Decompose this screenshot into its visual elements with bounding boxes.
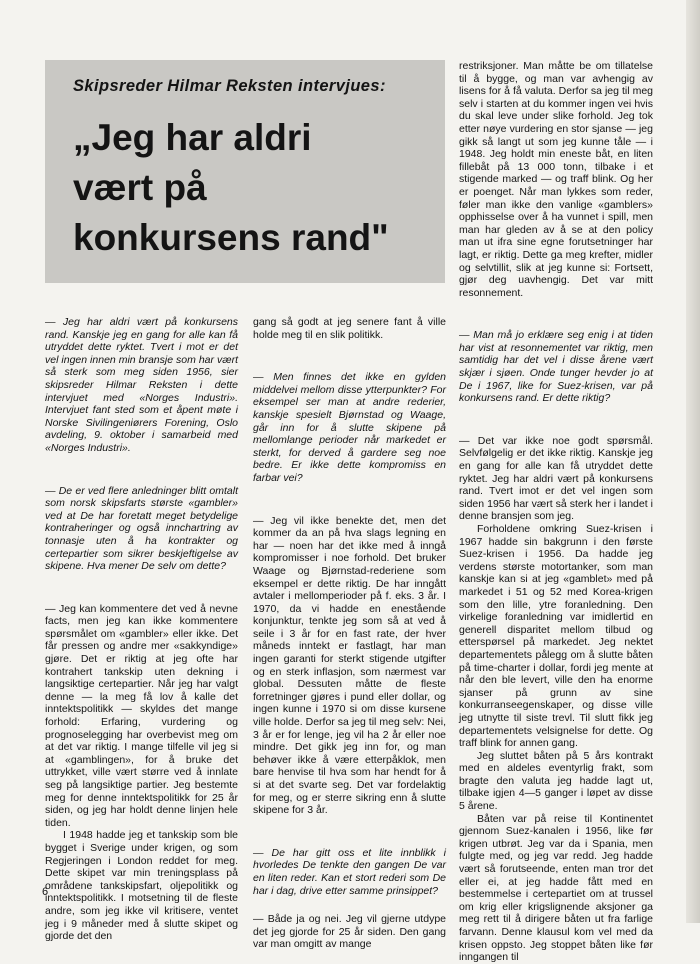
page-number: 6 [42,886,49,898]
body-paragraph: Forholdene omkring Suez-krisen i 1967 hadde sin bakgrunn i den første Suez-krisen i 1956. Da hadde jeg verdens største motortanker, som man kanskje kan si at jeg «gamblet» med på markedet i 51 og 52 med Korea-krigen som den lille, ytre foranledning. Den virkelige foranledning var imidlertid en generell disparitet mellom tilbud og etterspørsel på markedet. Jeg nektet departementets pålegg om å slutte båten på time-charter i dollar, fordi jeg mente at når den ble levert, ville den ha enorme sjanser på grunn av sine konkurranseegenskaper, og disse ville jeg utnytte til siste trevl. Til slutt fikk jeg departementets velsignelse for dette. Og traff blink for annen gang. [459,523,653,750]
body-paragraph: I 1948 hadde jeg et tankskip som ble bygget i Sverige under krigen, og som Regjeringen i London reddet for meg. Dette skipet var min treningsplass på områdene tankskipsfart, oljepolitikk og inntektspolitikk. I motsetning til de fleste andre, som jeg ikke vil kritisere, ventet jeg i 9 måneder med å slutte skipet og gjorde det den [45,829,238,943]
question-2: — Men finnes det ikke en gylden middelvei mellom disse ytterpunkter? For eksempel ser man at andre rederier, kanskje spesielt Bjørnstad og Waage, går inn for å slutte skipene på mellomlange perioder når markedet er sterkt, for derved å gardere seg noe bedre. Er ikke dette kompromiss en farbar vei? [253,371,446,484]
body-paragraph: gang så godt at jeg senere fant å ville holde meg til en slik politikk. [253,316,446,341]
kicker: Skipsreder Hilmar Reksten intervjues: [73,77,386,95]
column-2 [253,316,446,951]
question-4: — Man må jo erklære seg enig i at tiden har vist at resonnementet var riktig, men samtidig har det vel i disse årene vært skjær i sjøen. Onde tunger hevder jo at De i 1967, like for Suez-krisen, var på konkursens rand. Er dette riktig? [459,329,653,405]
answer-4: — Det var ikke noe godt spørsmål. Selvfølgelig er det ikke riktig. Kanskje jeg en gang for alle kan få utryddet dette ryktet. Jeg har aldri vært på konkursens rand. Tvert imot er det vel ingen som siden 1956 har vært så sterk her i landet i denne bransjen som jeg. [459,434,653,523]
question-3: — De har gitt oss et lite innblikk i hvorledes De tenkte den gangen De var en liten reder. Kan et stort rederi som De har i dag, drive etter samme prinsippet? [253,846,446,897]
body-paragraph: Jeg sluttet båten på 5 års kontrakt med en aldeles eventyrlig frakt, som bragte den valuta jeg hadde lagt ut, tilbake igjen 4—5 ganger i løpet av disse 5 årene. [459,749,653,813]
answer-1: — Jeg kan kommentere det ved å nevne facts, men jeg kan ikke kommentere spørsmålet om «gambler» eller ikke. Det får pressen og andre mer «sakkyndige» gjøre. Det er riktig at jeg ofte har kontrahert tankskip uten dekning i langsiktige certepartier. Når jeg har valgt denne — la meg få lov å kalle det inntektspolitikk — skyldes det mange forhold: Erfaring, vurdering og prognoselegging har overbevist meg om at det var riktig. I mange tilfelle vil jeg si at «gamblingen», for å bruke det uttrykket, ville vært større ved å innlate seg på langsiktige partier. Jeg bestemte meg for denne inntektspolitikk for 25 år siden, og jeg har holdt denne linjen hele tiden. [45,602,238,829]
body-paragraph: restriksjoner. Man måtte be om tillatelse til å bygge, og man var avhengig av lisens for å få valuta. Derfor sa jeg til meg selv i starten at du kommer ingen vei hvis du skal leve under slike forhold. Jeg tok etter nøye vurdering en stor sjanse — jeg gikk så langt ut som jeg kunne tåle — i 1948. Jeg holdt min eneste båt, en liten fillebåt på 13 000 tonn, tilbake i et stigende marked — og traff blink. Og her er poenget. Når man lykkes som reder, føler man ikke den vanlige «gamblers» opphisselse over å ha vunnet i spill, men man har gleden av å se at den policy man ut ifra sine egne forutsetninger har lagt, er riktig. Dette ga meg krefter, midler og selvtillit, slik at jeg kunne si: Fortsett, gjør deg uavhengig. Det var mitt resonnement. [459,60,653,299]
headline-box [45,60,445,283]
column-1 [45,316,238,943]
answer-3: — Både ja og nei. Jeg vil gjerne utdype det jeg gjorde for 25 år siden. Den gang var man omgitt av mange [253,913,446,951]
column-3 [459,60,653,964]
body-paragraph: Båten var på reise til Kontinentet gjennom Suez-kanalen i 1956, like før krigen utbrøt. Jeg var da i Spania, men fulgte med, og jeg var redd. Jeg hadde vært så forutseende, enten man tror det eller ei, at jeg hadde fått med en bestemmelse i certepartiet om at trussel om krig eller krigslignende aksjoner ga meg rett til å dirigere båten ut fra farlige farvann. Denne klausul kom vel med da krisen oppsto. Jeg stoppet båten like før inngangen til [459,812,653,964]
page-edge [686,0,700,923]
question-1: — De er ved flere anledninger blitt omtalt som norsk skipsfarts største «gambler» ved at De har foretatt meget betydelige kontraheringer og også innchartring av tonnasje uten å ha kontrakter og certepartier som sikrer beskjeftigelse av skipene. Hva mener De selv om dette? [45,484,238,573]
headline: „Jeg har aldri vært på konkursens rand" [73,117,389,258]
intro-paragraph: — Jeg har aldri vært på konkursens rand. Kanskje jeg en gang for alle kan få utryddet dette ryktet. Tvert i mot er det vel ingen innen min bransje som har vært så sterk som meg siden 1956, sier skipsreder Hilmar Reksten i dette intervjuet med «Norges Industri». Intervjuet fant sted som et åpent møte i Norske Sivilingeniørers Forening, Oslo avdeling, 9. oktober i samarbeid med «Norges Industri». [45,316,238,454]
answer-2: — Jeg vil ikke benekte det, men det kommer da an på hva slags legning en har — noen har det ikke med å inngå kompromisser i noe forhold. Det bruker Waage og Bjørnstad-rederiene som eksempel er dette riktig. De har inngått avtaler i mellomperioder på f. eks. 3 år. I 1970, da vi hadde en enestående konjunktur, tenkte jeg som så at ved å seile i 3 år for en fast rate, der hver måneds inntekt er fastlagt, har man ingen garanti for sterkt stigende utgifter og en sterk inflasjon, som nærmest var global. Dessuten måtte de fleste forretninger gjøres i pund eller dollar, og ingen kunne i 1970 si om disse kursene ville holde. Derfor sa jeg til meg selv: Nei, 3 år er for lenge, jeg vil ha 2 år eller noe mindre. Det gikk jeg inn for, og man behøver ikke å være etterpåklok, men bare henvise til hva som har hendt for å si at det svarte seg. Det var fordelaktig for meg, og er sterre sikring enn å slutte skipene for 3 år. [253,514,446,817]
